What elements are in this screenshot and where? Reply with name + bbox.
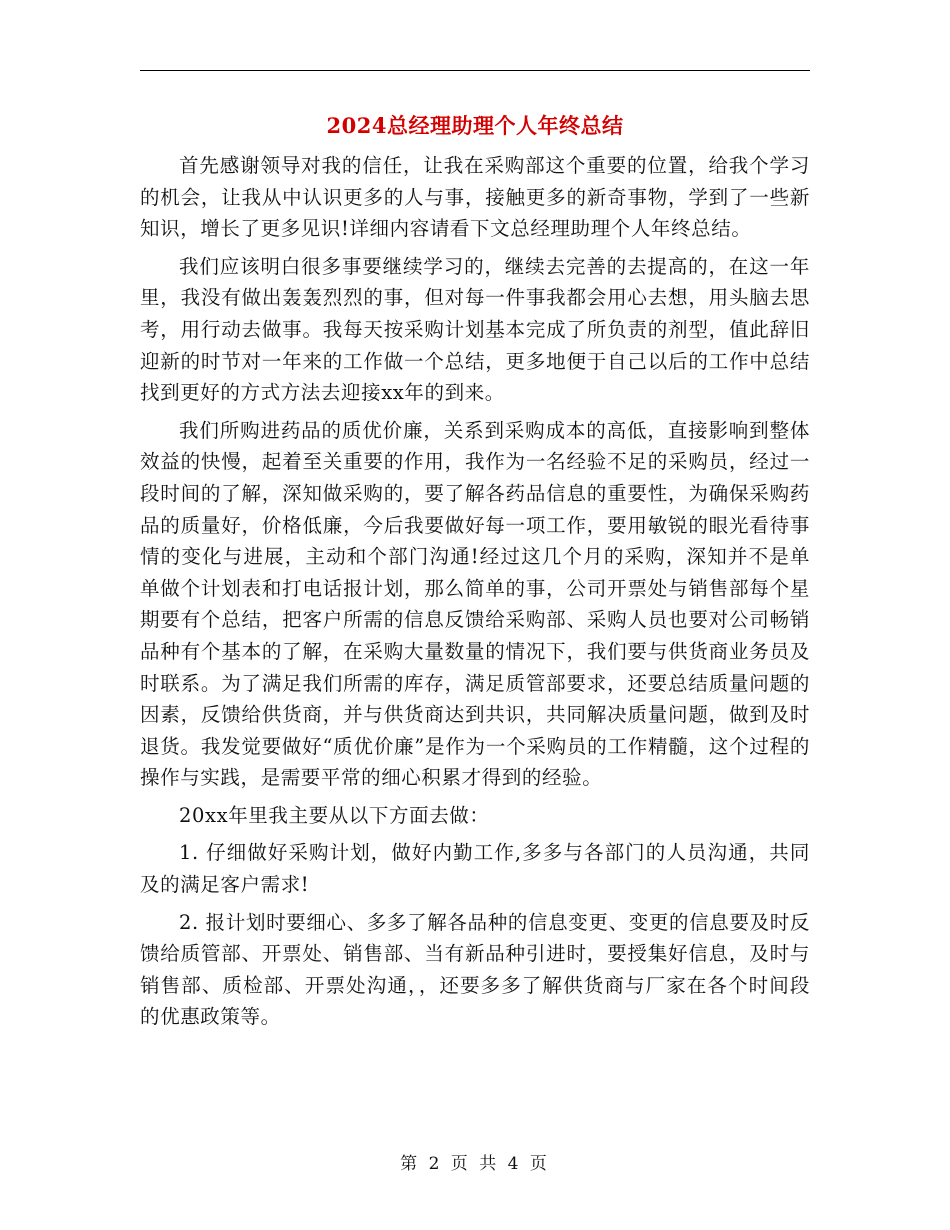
paragraph: 2. 报计划时要细心、多多了解各品种的信息变更、变更的信息要及时反馈给质管部、开票处、销售部、当有新品种引进时，要授集好信息，及时与销售部、质检部、开票处沟通，，还要多多了解供货商与厂家在各个时间段的优惠政策等。	[140, 910, 810, 1029]
paragraph: 20xx年里我主要从以下方面去做：	[179, 803, 490, 827]
paragraph: 我们所购进药品的质优价廉，关系到采购成本的高低，直接影响到整体效益的快慢，起着至关重要的作用，我作为一名经验不足的采购员，经过一段时间的了解，深知做采购的，要了解各药品信息的重要性，为确保采购药品的质量好，价格低廉，今后我要做好每一项工作，要用敏锐的眼光看待事情的变化与进展，主动和个部门沟通!经过这几个月的采购，深知并不是单单做个计划表和打电话报计划，那么简单的事，公司开票处与销售部每个星期要有个总结，把客户所需的信息反馈给采购部、采购人员也要对公司畅销品种有个基本的了解，在采购大量数量的情况下，我们要与供货商业务员及时联系。为了满足我们所需的库存，满足质管部要求，还要总结质量问题的因素，反馈给供货商，并与供货商达到共识，共同解决质量问题，做到及时退货。我发觉要做好“质优价廉”是作为一个采购员的工作精髓，这个过程的操作与实践，是需要平常的细心积累才得到的经验。	[140, 418, 810, 790]
page-number: 第 2 页 共 4 页	[400, 1154, 550, 1174]
document-body	[140, 150, 810, 1039]
paragraph: 1. 仔细做好采购计划，做好内勤工作,多多与各部门的人员沟通，共同及的满足客户需求!	[140, 841, 810, 897]
header-rule	[140, 70, 810, 71]
document-title: 2024总经理助理个人年终总结	[326, 113, 624, 138]
paragraph: 我们应该明白很多事要继续学习的，继续去完善的去提高的，在这一年里，我没有做出轰轰烈烈的事，但对每一件事我都会用心去想，用头脑去思考，用行动去做事。我每天按采购计划基本完成了所负责的剂型，值此辞旧迎新的时节对一年来的工作做一个总结，更多地便于自己以后的工作中总结找到更好的方式方法去迎接xx年的到来。	[140, 254, 810, 405]
paragraph: 首先感谢领导对我的信任，让我在采购部这个重要的位置，给我个学习的机会，让我从中认识更多的人与事，接触更多的新奇事物，学到了一些新知识，增长了更多见识!详细内容请看下文总经理助理个人年终总结。	[140, 154, 810, 241]
